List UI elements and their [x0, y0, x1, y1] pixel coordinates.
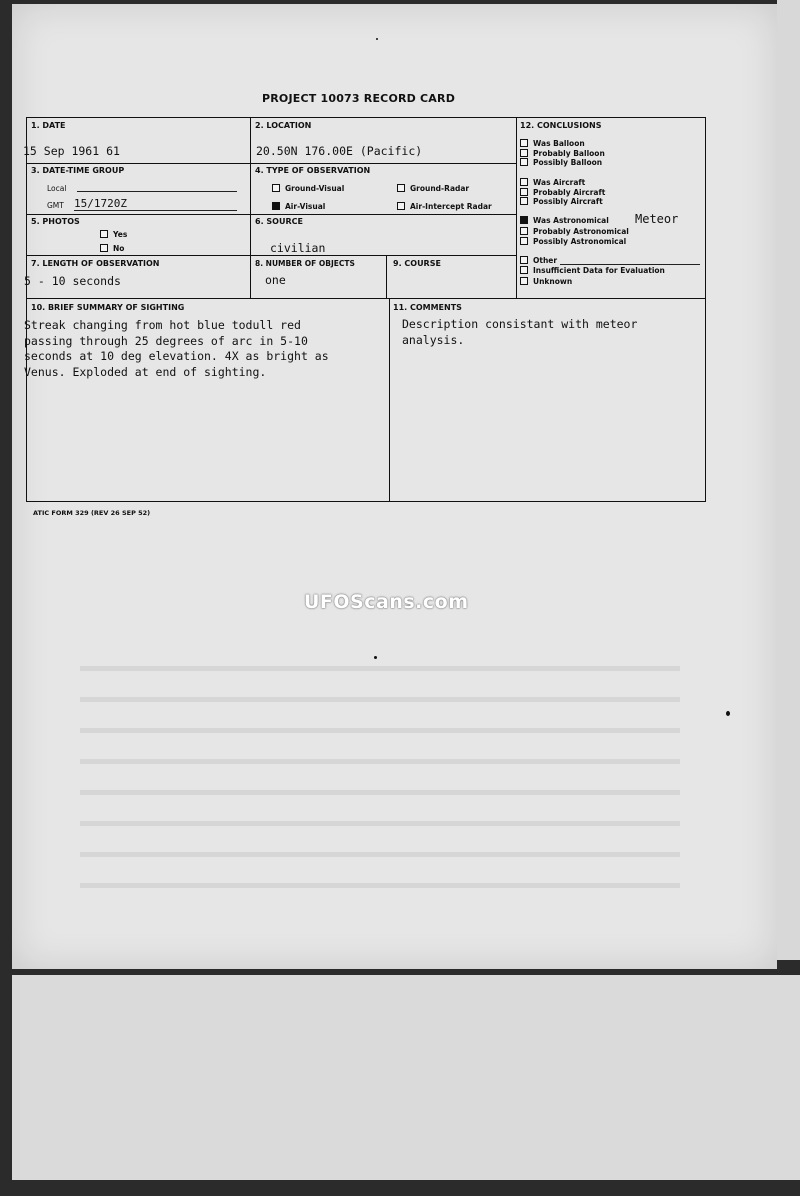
- local-time-label: Local: [47, 184, 67, 193]
- location-label: 2. LOCATION: [255, 121, 312, 130]
- summary-line: seconds at 10 deg elevation. 4X as bright as: [24, 349, 329, 363]
- other-line: [560, 264, 700, 265]
- summary-line: passing through 25 degrees of arc in 5-10: [24, 333, 308, 348]
- conclusions-label: 12. CONCLUSIONS: [520, 121, 602, 130]
- conclusion-unknown: Unknown: [520, 277, 572, 286]
- summary-line: Venus. Exploded at end of sighting.: [24, 364, 267, 379]
- air-visual-checkbox: [272, 202, 280, 210]
- photos-no-option: [100, 244, 124, 253]
- gmt-label: GMT: [47, 201, 64, 210]
- conclusion-possibly-balloon: Possibly Balloon: [520, 158, 602, 167]
- comments-line: Description consistant with meteor: [402, 317, 638, 331]
- comments-label: 11. COMMENTS: [393, 303, 462, 312]
- ground-radar-option: [397, 184, 469, 193]
- air-intercept-radar-label: Air-Intercept Radar: [410, 202, 492, 211]
- summary-label: 10. BRIEF SUMMARY OF SIGHTING: [31, 303, 185, 312]
- air-intercept-radar-checkbox: [397, 202, 405, 210]
- dust-speck: [726, 711, 730, 716]
- gmt-value: 15/1720Z: [74, 197, 127, 210]
- observation-type-label: 4. TYPE OF OBSERVATION: [255, 166, 371, 175]
- photos-label: 5. PHOTOS: [31, 217, 80, 226]
- source-value: civilian: [270, 241, 326, 255]
- ground-visual-option: [272, 184, 344, 193]
- bleed-through-texture: [80, 640, 680, 900]
- photos-no-label: No: [113, 244, 125, 253]
- conclusion-probably-aircraft: Probably Aircraft: [520, 188, 605, 197]
- source-label: 6. SOURCE: [255, 217, 303, 226]
- local-time-line: [77, 191, 237, 192]
- air-visual-option: [272, 202, 325, 211]
- form-number: ATIC FORM 329 (REV 26 SEP 52): [33, 509, 151, 517]
- photos-yes-option: [100, 230, 127, 239]
- ground-radar-label: Ground-Radar: [410, 184, 470, 193]
- conclusion-was-aircraft: Was Aircraft: [520, 178, 585, 187]
- length-value: 5 - 10 seconds: [24, 274, 121, 288]
- conclusion-insufficient-data: Insufficient Data for Evaluation: [520, 266, 665, 275]
- card-title: PROJECT 10073 RECORD CARD: [262, 92, 456, 105]
- conclusion-possibly-aircraft: Possibly Aircraft: [520, 197, 603, 206]
- underlying-sheet: [12, 975, 800, 1180]
- summary-text: [24, 318, 329, 380]
- conclusion-probably-balloon: Probably Balloon: [520, 149, 605, 158]
- photos-yes-checkbox: [100, 230, 108, 238]
- date-time-group-label: 3. DATE-TIME GROUP: [31, 166, 125, 175]
- watermark: UFOScans.com: [304, 591, 469, 613]
- paper-edge: [777, 0, 800, 960]
- air-intercept-radar-option: [397, 202, 492, 211]
- comments-line: analysis.: [402, 332, 465, 347]
- conclusion-was-balloon: Was Balloon: [520, 139, 585, 148]
- conclusion-probably-astronomical: Probably Astronomical: [520, 227, 629, 236]
- photos-yes-label: Yes: [113, 230, 128, 239]
- ground-radar-checkbox: [397, 184, 405, 192]
- objects-label: 8. NUMBER OF OBJECTS: [255, 259, 355, 268]
- date-label: 1. DATE: [31, 121, 66, 130]
- conclusion-was-astronomical: Was Astronomical: [520, 216, 609, 225]
- ground-visual-checkbox: [272, 184, 280, 192]
- conclusion-possibly-astronomical: Possibly Astronomical: [520, 237, 626, 246]
- dust-speck: [376, 38, 378, 40]
- comments-text: [402, 317, 637, 348]
- objects-value: one: [265, 273, 286, 287]
- dust-speck: [374, 656, 377, 659]
- course-label: 9. COURSE: [393, 259, 441, 268]
- gmt-line: [74, 210, 237, 211]
- conclusion-handwritten-note: Meteor: [635, 212, 679, 226]
- location-value: 20.50N 176.00E (Pacific): [256, 144, 423, 158]
- length-label: 7. LENGTH OF OBSERVATION: [31, 259, 160, 268]
- summary-line: Streak changing from hot blue todull red: [24, 318, 301, 332]
- air-visual-label: Air-Visual: [285, 202, 326, 211]
- ground-visual-label: Ground-Visual: [285, 184, 345, 193]
- photos-no-checkbox: [100, 244, 108, 252]
- conclusion-other: Other: [520, 256, 557, 265]
- date-value: 15 Sep 1961 61: [23, 144, 120, 158]
